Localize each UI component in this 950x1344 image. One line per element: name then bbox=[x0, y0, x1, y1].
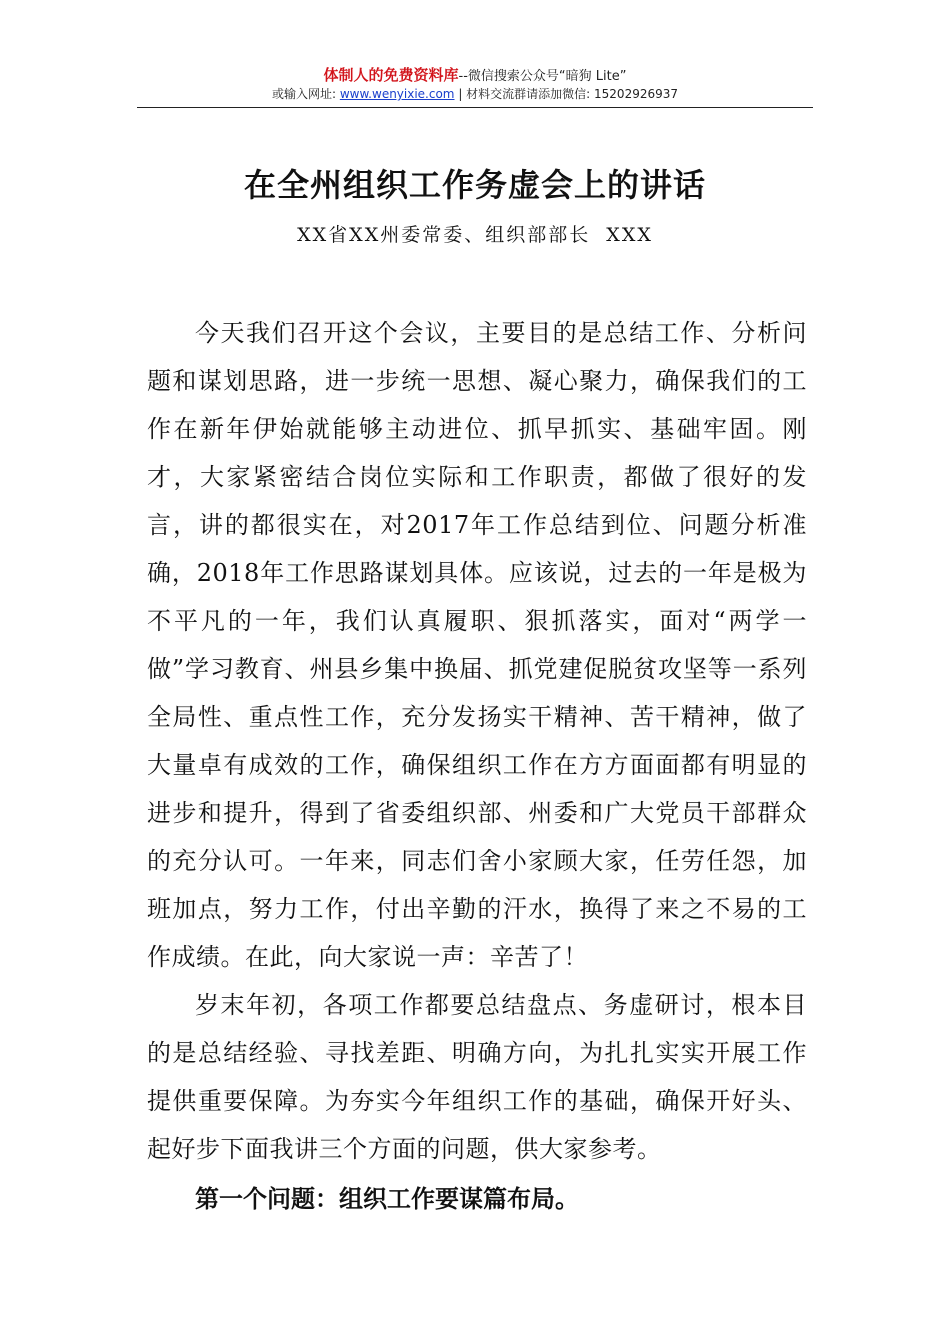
document-body bbox=[147, 309, 807, 1225]
body-paragraph-1: 今天我们召开这个会议，主要目的是总结工作、分析问题和谋划思路，进一步统一思想、凝心聚力，确保我们的工作在新年伊始就能够主动进位、抓早抓实、基础牢固。刚才，大家紧密结合岗位实际和工作职责，都做了很好的发言，讲的都很实在，对2017年工作总结到位、问题分析准确，2018年工作思路谋划具体。应该说，过去的一年是极为不平凡的一年，我们认真履职、狠抓落实，面对“两学一做”学习教育、州县乡集中换届、抓党建促脱贫攻坚等一系列全局性、重点性工作，充分发扬实干精神、苦干精神，做了大量卓有成效的工作，确保组织工作在方方面面都有明显的进步和提升，得到了省委组织部、州委和广大党员干部群众的充分认可。一年来，同志们舍小家顾大家，任劳任怨，加班加点，努力工作，付出辛勤的汗水，换得了来之不易的工作成绩。在此，向大家说一声：辛苦了！ bbox=[147, 319, 807, 971]
header-line-2 bbox=[137, 86, 813, 103]
header-divider bbox=[137, 107, 813, 108]
header-line-1 bbox=[137, 66, 813, 86]
page-header bbox=[137, 66, 813, 103]
header-url-prefix: 或输入网址: bbox=[271, 87, 340, 101]
document-title: 在全州组织工作务虚会上的讲话 bbox=[243, 166, 706, 204]
header-contact: | 材料交流群请添加微信: 15202926937 bbox=[454, 87, 679, 101]
header-tagline: --微信搜索公众号“暗狗 Lite” bbox=[458, 69, 627, 84]
document-author: XX省XX州委常委、组织部部长 XXX bbox=[297, 224, 653, 246]
header-brand: 体制人的免费资料库 bbox=[323, 66, 459, 84]
header-url-link[interactable]: www.wenyixie.com bbox=[339, 87, 455, 101]
body-paragraph-2: 岁末年初，各项工作都要总结盘点、务虚研讨，根本目的是总结经验、寻找差距、明确方向，为扎扎实实开展工作提供重要保障。为夯实今年组织工作的基础，确保开好头、起好步下面我讲三个方面的问题，供大家参考。 bbox=[147, 991, 807, 1163]
section-heading: 第一个问题：组织工作要谋篇布局。 bbox=[195, 1185, 579, 1213]
